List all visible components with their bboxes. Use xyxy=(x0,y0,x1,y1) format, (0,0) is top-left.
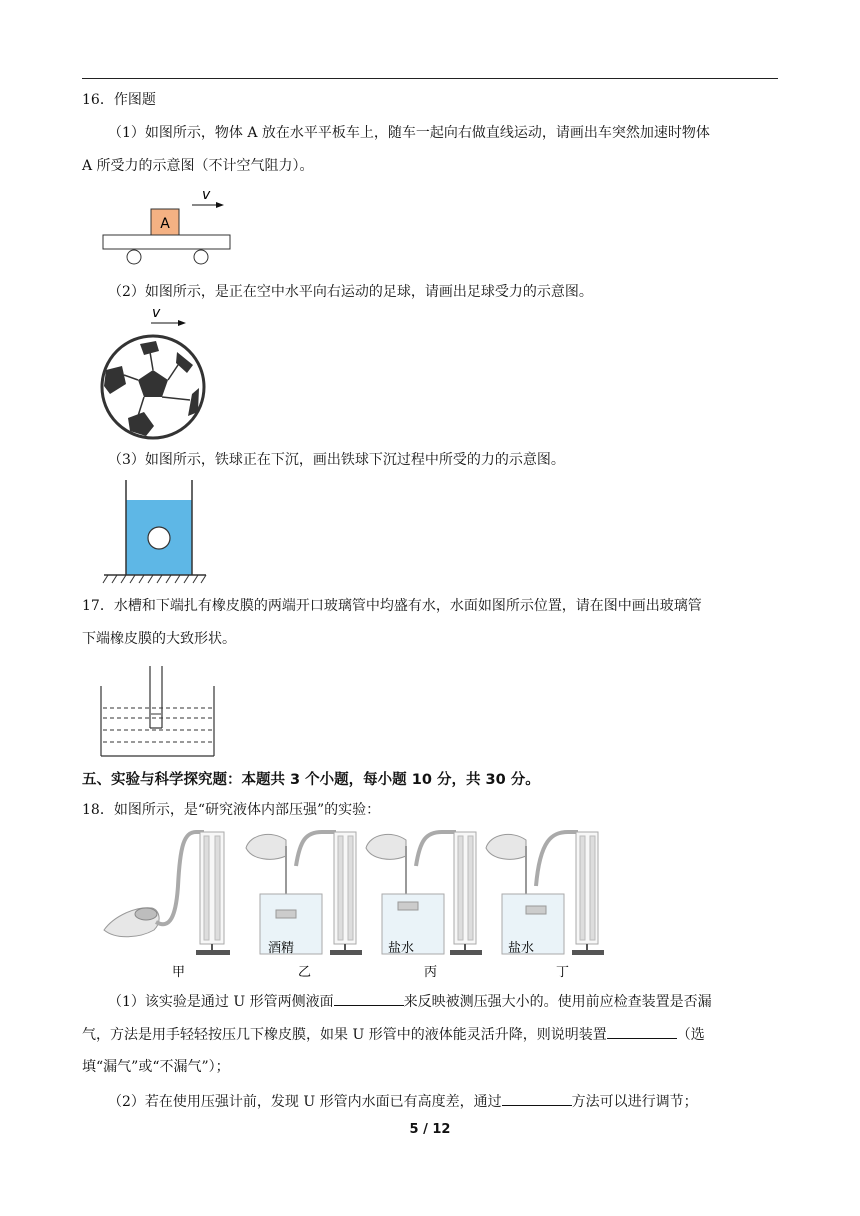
figure-water-tank-tube xyxy=(100,666,216,762)
figure-cart-block xyxy=(100,184,240,272)
q18-part1-line3: 填“漏气”或“不漏气”）； xyxy=(82,1059,230,1075)
velocity-label: v xyxy=(202,187,211,203)
header-rule xyxy=(82,78,778,79)
q18-p1a-post: 来反映被测压强大小的。使用前应检查装置是否漏 xyxy=(403,994,712,1010)
answer-blank-3[interactable] xyxy=(502,1091,572,1106)
q16-part1-line1: （1）如图所示，物体 A 放在水平平板车上，随车一起向右做直线运动，请画出车突然加速时物体 xyxy=(108,125,710,141)
fig-label-yi: 乙 xyxy=(298,965,312,980)
fig-label-ding: 丁 xyxy=(556,965,570,980)
apparatus-bing xyxy=(366,832,482,956)
q16-part3: （3）如图所示，铁球正在下沉，画出铁球下沉过程中所受的力的示意图。 xyxy=(108,452,565,468)
block-label: A xyxy=(160,216,170,232)
q16-title: 16．作图题 xyxy=(82,92,156,108)
q16-part1-line2: A 所受力的示意图（不计空气阻力）。 xyxy=(82,158,314,174)
figure-sinking-ball xyxy=(100,480,212,590)
q18-p1b-pre: 气，方法是用手轻轻按压几下橡皮膜，如果 U 形管中的液体能灵活升降，则说明装置 xyxy=(82,1027,607,1043)
q18-title: 18．如图所示，是“研究液体内部压强”的实验： xyxy=(82,802,381,818)
figure-football xyxy=(98,300,210,446)
beaker-label-bing: 盐水 xyxy=(388,941,415,956)
q18-p1b-post: （选 xyxy=(676,1027,705,1043)
q18-p2-post: 方法可以进行调节； xyxy=(571,1094,698,1110)
answer-blank-2[interactable] xyxy=(607,1024,677,1039)
fig-label-jia: 甲 xyxy=(172,965,186,980)
beaker-label-ding: 盐水 xyxy=(508,941,535,956)
answer-blank-1[interactable] xyxy=(334,991,404,1006)
q17-line1: 17．水槽和下端扎有橡皮膜的两端开口玻璃管中均盛有水，水面如图所示位置，请在图中画出玻璃管 xyxy=(82,598,702,614)
q18-part1-line1 xyxy=(108,991,712,1012)
apparatus-jia xyxy=(104,832,230,955)
football-velocity-label: v xyxy=(152,305,161,321)
q18-part1-line2 xyxy=(82,1024,705,1045)
beaker-label-yi: 酒精 xyxy=(268,941,295,956)
q18-part2 xyxy=(108,1091,698,1112)
apparatus-ding xyxy=(486,832,604,956)
section5-heading: 五、实验与科学探究题：本题共 3 个小题，每小题 10 分，共 30 分。 xyxy=(82,772,540,788)
figure-pressure-gauges xyxy=(100,826,620,986)
q16-part2: （2）如图所示，是正在空中水平向右运动的足球，请画出足球受力的示意图。 xyxy=(108,284,593,300)
page-number: 5 / 12 xyxy=(409,1122,451,1137)
fig-label-bing: 丙 xyxy=(424,965,438,980)
q18-p1a-pre: （1）该实验是通过 U 形管两侧液面 xyxy=(108,994,334,1010)
apparatus-yi xyxy=(246,832,362,956)
q17-line2: 下端橡皮膜的大致形状。 xyxy=(82,631,236,647)
q18-p2-pre: （2）若在使用压强计前，发现 U 形管内水面已有高度差，通过 xyxy=(108,1094,502,1110)
